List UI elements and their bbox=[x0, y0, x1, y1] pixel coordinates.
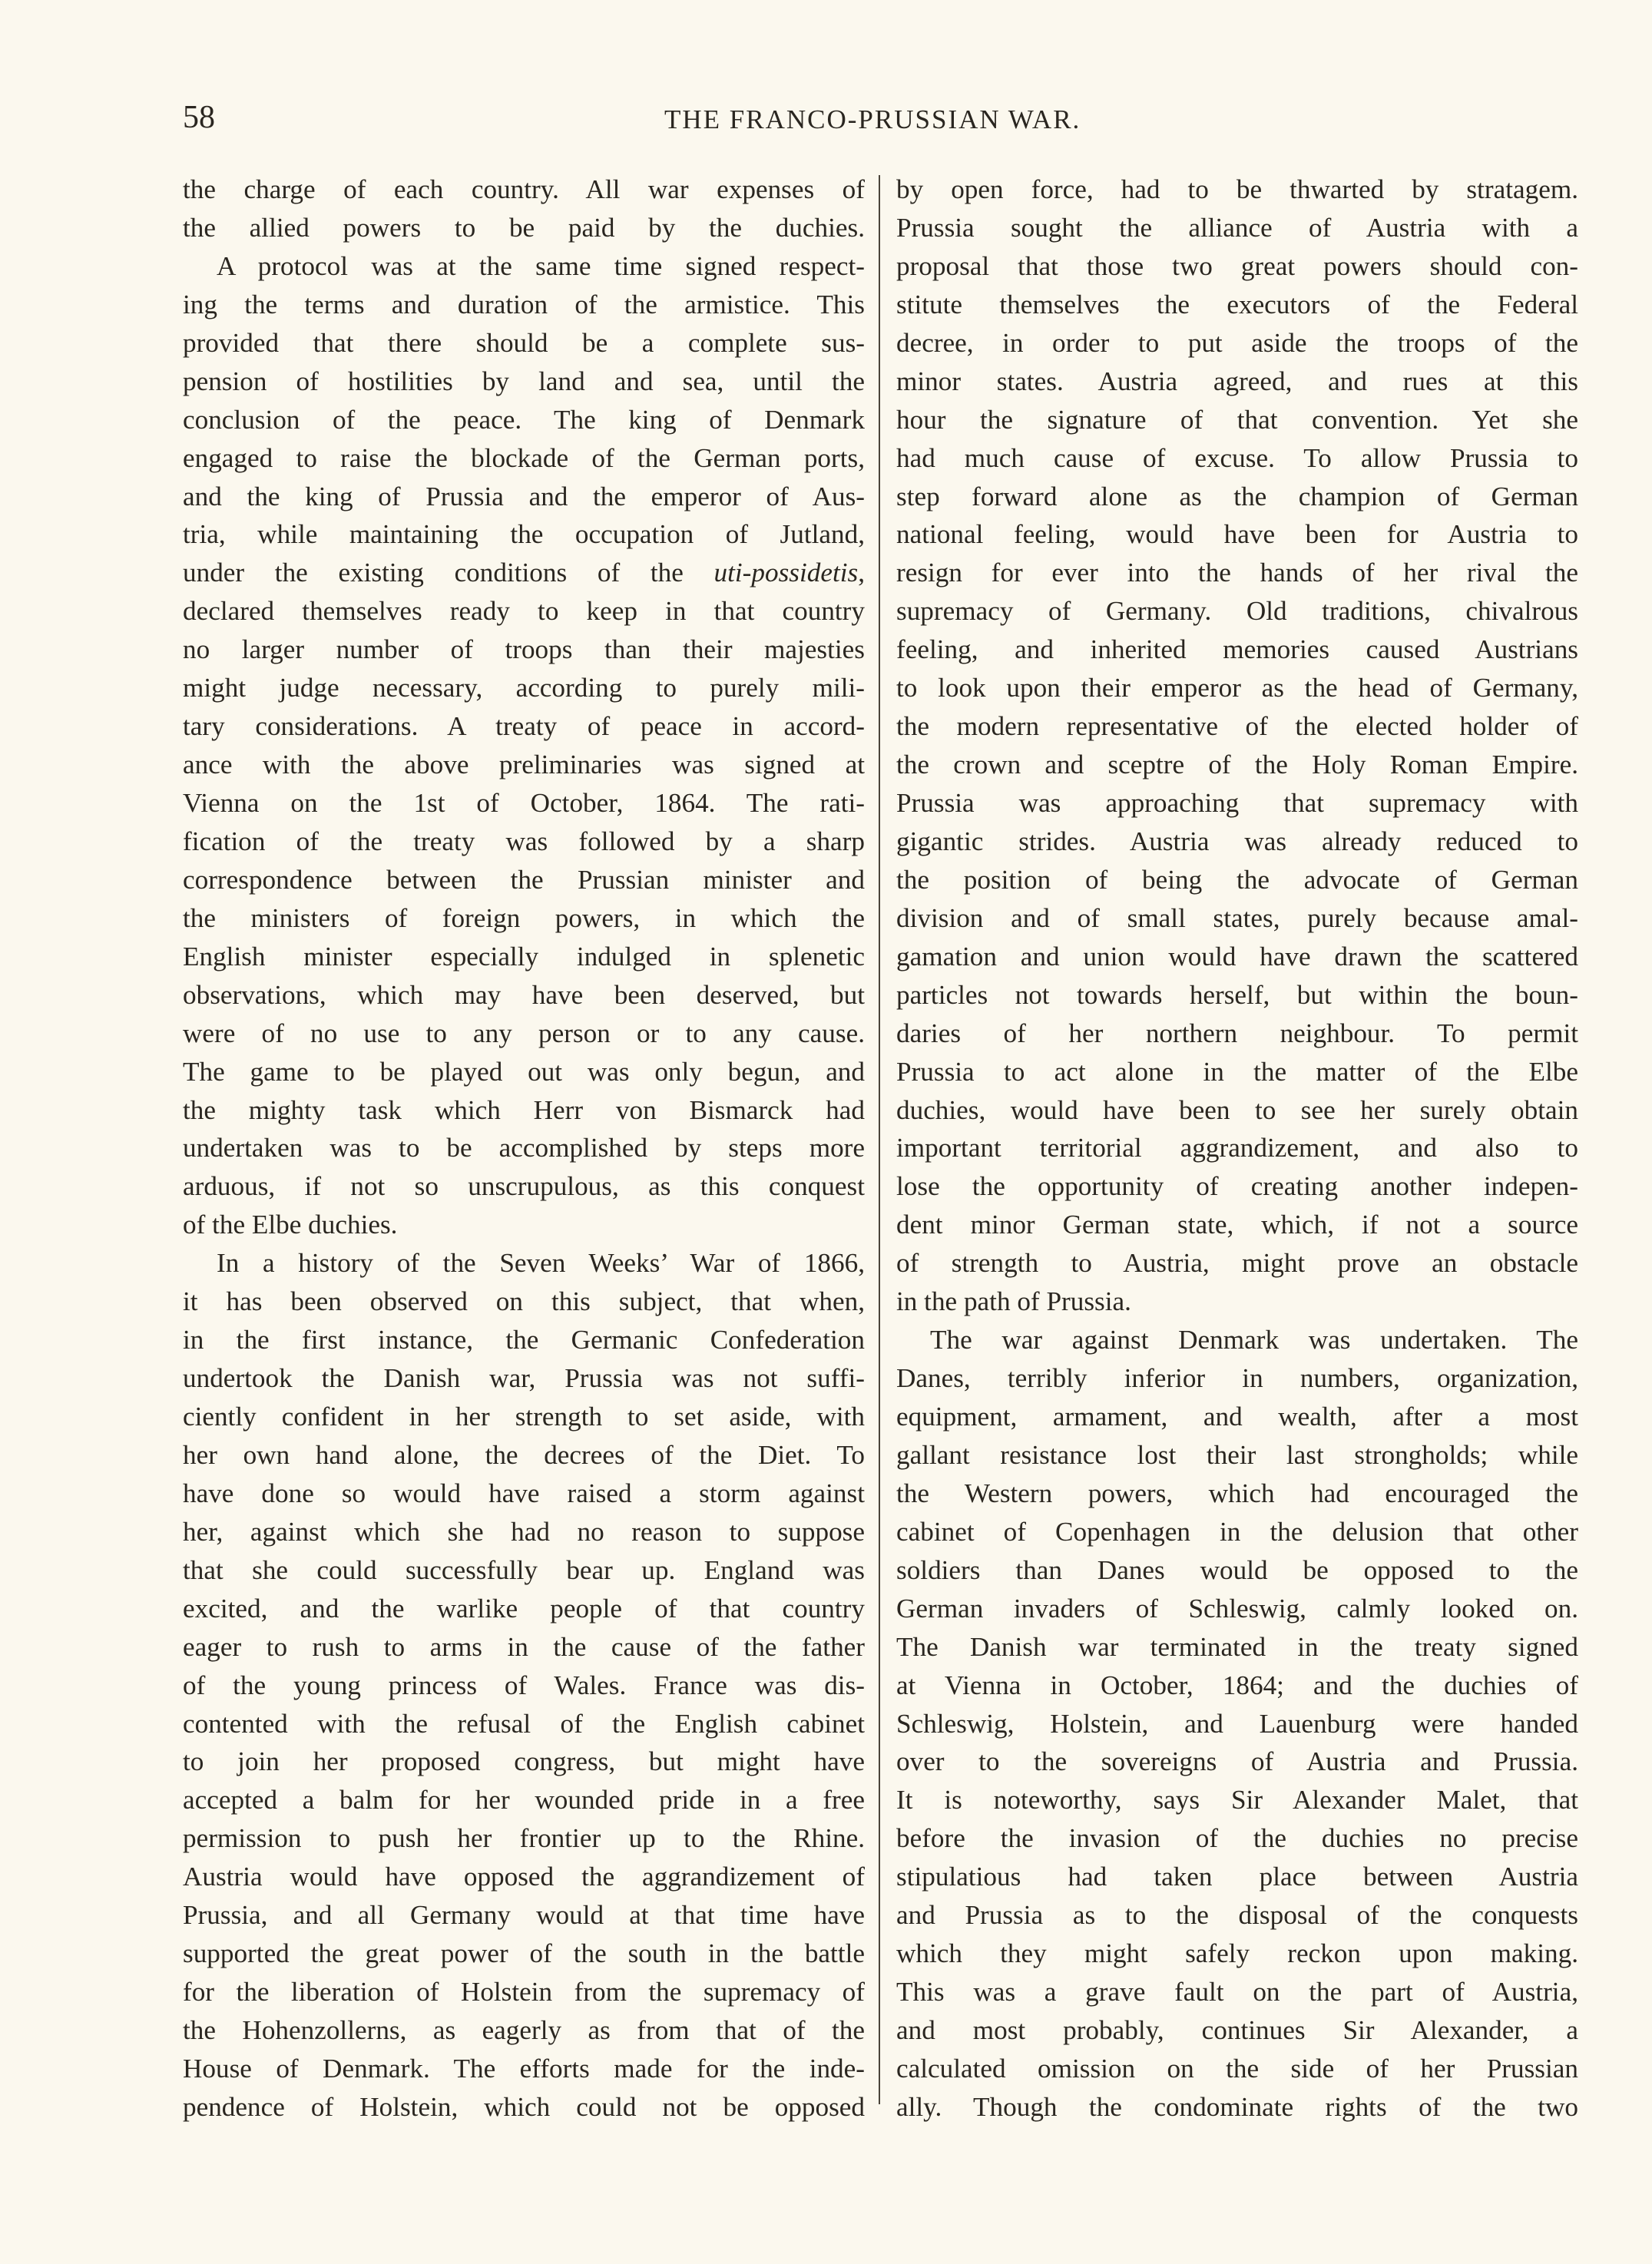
text-line: This was a grave fault on the part of Austria, bbox=[896, 1977, 1578, 2007]
text-line: permission to push her frontier up to the Rhine. bbox=[183, 1823, 865, 1854]
text-line: It is noteworthy, says Sir Alexander Malet, that bbox=[896, 1785, 1578, 1816]
text-line: at Vienna in October, 1864; and the duchies of bbox=[896, 1670, 1578, 1700]
text-line: tary considerations. A treaty of peace in accord- bbox=[183, 711, 865, 742]
text-line: undertook the Danish war, Prussia was not suffi- bbox=[183, 1363, 865, 1394]
text-line: and most probably, continues Sir Alexander, a bbox=[896, 2015, 1578, 2045]
text-line: hour the signature of that convention. Yet she bbox=[896, 404, 1578, 435]
page-number: 58 bbox=[183, 100, 215, 135]
text-line: declared themselves ready to keep in that country bbox=[183, 596, 865, 627]
text-line: over to the sovereigns of Austria and Prussia. bbox=[896, 1746, 1578, 1777]
text-line: that she could successfully bear up. England was bbox=[183, 1554, 865, 1585]
text-line: cabinet of Copenhagen in the delusion that other bbox=[896, 1516, 1578, 1547]
text-line: Prussia was approaching that supremacy with bbox=[896, 788, 1578, 818]
text-line: correspondence between the Prussian minister and bbox=[183, 864, 865, 895]
text-line: by open force, had to be thwarted by stratagem. bbox=[896, 174, 1578, 204]
text-line: the crown and sceptre of the Holy Roman Empire. bbox=[896, 750, 1578, 780]
text-line: Prussia sought the alliance of Austria with a bbox=[896, 212, 1578, 243]
text-line: contented with the refusal of the English cabinet bbox=[183, 1708, 865, 1739]
column-divider-rule bbox=[879, 175, 880, 2104]
text-line: of strength to Austria, might prove an obstacle bbox=[896, 1248, 1578, 1279]
text-line: in the first instance, the Germanic Confederation bbox=[183, 1325, 865, 1355]
text-line: of the young princess of Wales. France was dis- bbox=[183, 1670, 865, 1700]
text-line: ally. Though the condominate rights of the two bbox=[896, 2091, 1578, 2122]
text-line: undertaken was to be accomplished by steps more bbox=[183, 1133, 865, 1163]
text-line: division and of small states, purely because amal- bbox=[896, 902, 1578, 933]
text-line: of the Elbe duchies. bbox=[183, 1210, 398, 1240]
text-line: ciently confident in her strength to set aside, with bbox=[183, 1402, 865, 1432]
text-line: the mighty task which Herr von Bismarck had bbox=[183, 1094, 865, 1125]
text-line: The war against Denmark was undertaken. The bbox=[930, 1325, 1578, 1355]
text-line: before the invasion of the duchies no precise bbox=[896, 1823, 1578, 1854]
text-line: the position of being the advocate of German bbox=[896, 864, 1578, 895]
text-line: supremacy of Germany. Old traditions, chivalrous bbox=[896, 596, 1578, 627]
text-line: German invaders of Schleswig, calmly looked on. bbox=[896, 1593, 1578, 1624]
text-line: supported the great power of the south in the battle bbox=[183, 1938, 865, 1969]
running-title: THE FRANCO-PRUSSIAN WAR. bbox=[664, 104, 1081, 134]
text-line: In a history of the Seven Weeks’ War of 1866, bbox=[217, 1248, 865, 1279]
text-line: for the liberation of Holstein from the supremacy of bbox=[183, 1977, 865, 2007]
text-line: decree, in order to put aside the troops of the bbox=[896, 327, 1578, 358]
text-line: have done so would have raised a storm against bbox=[183, 1478, 865, 1508]
text-line: which they might safely reckon upon making. bbox=[896, 1938, 1578, 1969]
text-line: Danes, terribly inferior in numbers, organization, bbox=[896, 1363, 1578, 1394]
text-line: the charge of each country. All war expenses of bbox=[183, 174, 865, 204]
text-line: lose the opportunity of creating another indepen- bbox=[896, 1171, 1578, 1202]
text-line: eager to rush to arms in the cause of the father bbox=[183, 1631, 865, 1662]
text-line: the modern representative of the elected holder of bbox=[896, 711, 1578, 742]
text-line: fication of the treaty was followed by a sharp bbox=[183, 826, 865, 856]
text-line: gigantic strides. Austria was already reduced to bbox=[896, 826, 1578, 856]
text-line: The Danish war terminated in the treaty signed bbox=[896, 1631, 1578, 1662]
text-line: to look upon their emperor as the head of Germany, bbox=[896, 673, 1578, 703]
text-line: A protocol was at the same time signed respect- bbox=[217, 250, 865, 281]
text-line: her, against which she had no reason to suppose bbox=[183, 1516, 865, 1547]
text-line: calculated omission on the side of her Prussian bbox=[896, 2053, 1578, 2084]
text-line: tria, while maintaining the occupation of Jutland, bbox=[183, 519, 865, 550]
text-line: gallant resistance lost their last strongholds; while bbox=[896, 1439, 1578, 1470]
text-line: daries of her northern neighbour. To permit bbox=[896, 1018, 1578, 1048]
text-line: stitute themselves the executors of the Federal bbox=[896, 289, 1578, 319]
text-line: had much cause of excuse. To allow Prussia to bbox=[896, 442, 1578, 473]
text-line: The game to be played out was only begun, and bbox=[183, 1056, 865, 1087]
text-line: accepted a balm for her wounded pride in a free bbox=[183, 1785, 865, 1816]
text-line: the allied powers to be paid by the duchies. bbox=[183, 212, 865, 243]
text-line: conclusion of the peace. The king of Denmark bbox=[183, 404, 865, 435]
text-line: English minister especially indulged in splenetic bbox=[183, 941, 865, 971]
text-line: feeling, and inherited memories caused Austrians bbox=[896, 634, 1578, 665]
text-line: observations, which may have been deserved, but bbox=[183, 979, 865, 1010]
text-line: to join her proposed congress, but might have bbox=[183, 1746, 865, 1777]
text-line: provided that there should be a complete sus- bbox=[183, 327, 865, 358]
text-line: Austria would have opposed the aggrandizement of bbox=[183, 1862, 865, 1892]
text-line: ing the terms and duration of the armistice. This bbox=[183, 289, 865, 319]
text-line: might judge necessary, according to purely mili- bbox=[183, 673, 865, 703]
text-line: resign for ever into the hands of her rival the bbox=[896, 558, 1578, 588]
text-line: minor states. Austria agreed, and rues at this bbox=[896, 366, 1578, 396]
text-line: equipment, armament, and wealth, after a most bbox=[896, 1402, 1578, 1432]
text-line: Vienna on the 1st of October, 1864. The rati- bbox=[183, 788, 865, 818]
right-text-column bbox=[896, 170, 1578, 2127]
text-line: House of Denmark. The efforts made for the inde- bbox=[183, 2053, 865, 2084]
text-line: and the king of Prussia and the emperor of Aus- bbox=[183, 481, 865, 511]
text-line: soldiers than Danes would be opposed to the bbox=[896, 1554, 1578, 1585]
text-line: her own hand alone, the decrees of the Diet. To bbox=[183, 1439, 865, 1470]
text-line: no larger number of troops than their majesties bbox=[183, 634, 865, 665]
text-line: and Prussia as to the disposal of the conquests bbox=[896, 1900, 1578, 1931]
text-line: gamation and union would have drawn the scattered bbox=[896, 941, 1578, 971]
text-line: Schleswig, Holstein, and Lauenburg were handed bbox=[896, 1708, 1578, 1739]
text-line: in the path of Prussia. bbox=[896, 1286, 1131, 1317]
text-line: step forward alone as the champion of German bbox=[896, 481, 1578, 511]
text-line: important territorial aggrandizement, and also to bbox=[896, 1133, 1578, 1163]
text-line: duchies, would have been to see her surely obtain bbox=[896, 1094, 1578, 1125]
text-line: the ministers of foreign powers, in which the bbox=[183, 902, 865, 933]
text-line: engaged to raise the blockade of the German ports, bbox=[183, 442, 865, 473]
text-line: Prussia to act alone in the matter of the Elbe bbox=[896, 1056, 1578, 1087]
text-line: pension of hostilities by land and sea, until the bbox=[183, 366, 865, 396]
text-line: dent minor German state, which, if not a source bbox=[896, 1210, 1578, 1240]
text-line: excited, and the warlike people of that country bbox=[183, 1593, 865, 1624]
text-line: were of no use to any person or to any cause. bbox=[183, 1018, 865, 1048]
text-line: arduous, if not so unscrupulous, as this conquest bbox=[183, 1171, 865, 1202]
text-line: the Western powers, which had encouraged the bbox=[896, 1478, 1578, 1508]
text-line: it has been observed on this subject, that when, bbox=[183, 1286, 865, 1317]
text-line: under the existing conditions of the uti-possidetis, bbox=[183, 558, 865, 588]
text-line: national feeling, would have been for Austria to bbox=[896, 519, 1578, 550]
left-text-column bbox=[183, 170, 865, 2127]
text-line: the Hohenzollerns, as eagerly as from that of the bbox=[183, 2015, 865, 2045]
text-line: Prussia, and all Germany would at that time have bbox=[183, 1900, 865, 1931]
text-line: proposal that those two great powers should con- bbox=[896, 250, 1578, 281]
text-line: stipulatious had taken place between Austria bbox=[896, 1862, 1578, 1892]
text-line: pendence of Holstein, which could not be opposed bbox=[183, 2091, 865, 2122]
text-line: ance with the above preliminaries was signed at bbox=[183, 750, 865, 780]
text-line: particles not towards herself, but within the boun- bbox=[896, 979, 1578, 1010]
